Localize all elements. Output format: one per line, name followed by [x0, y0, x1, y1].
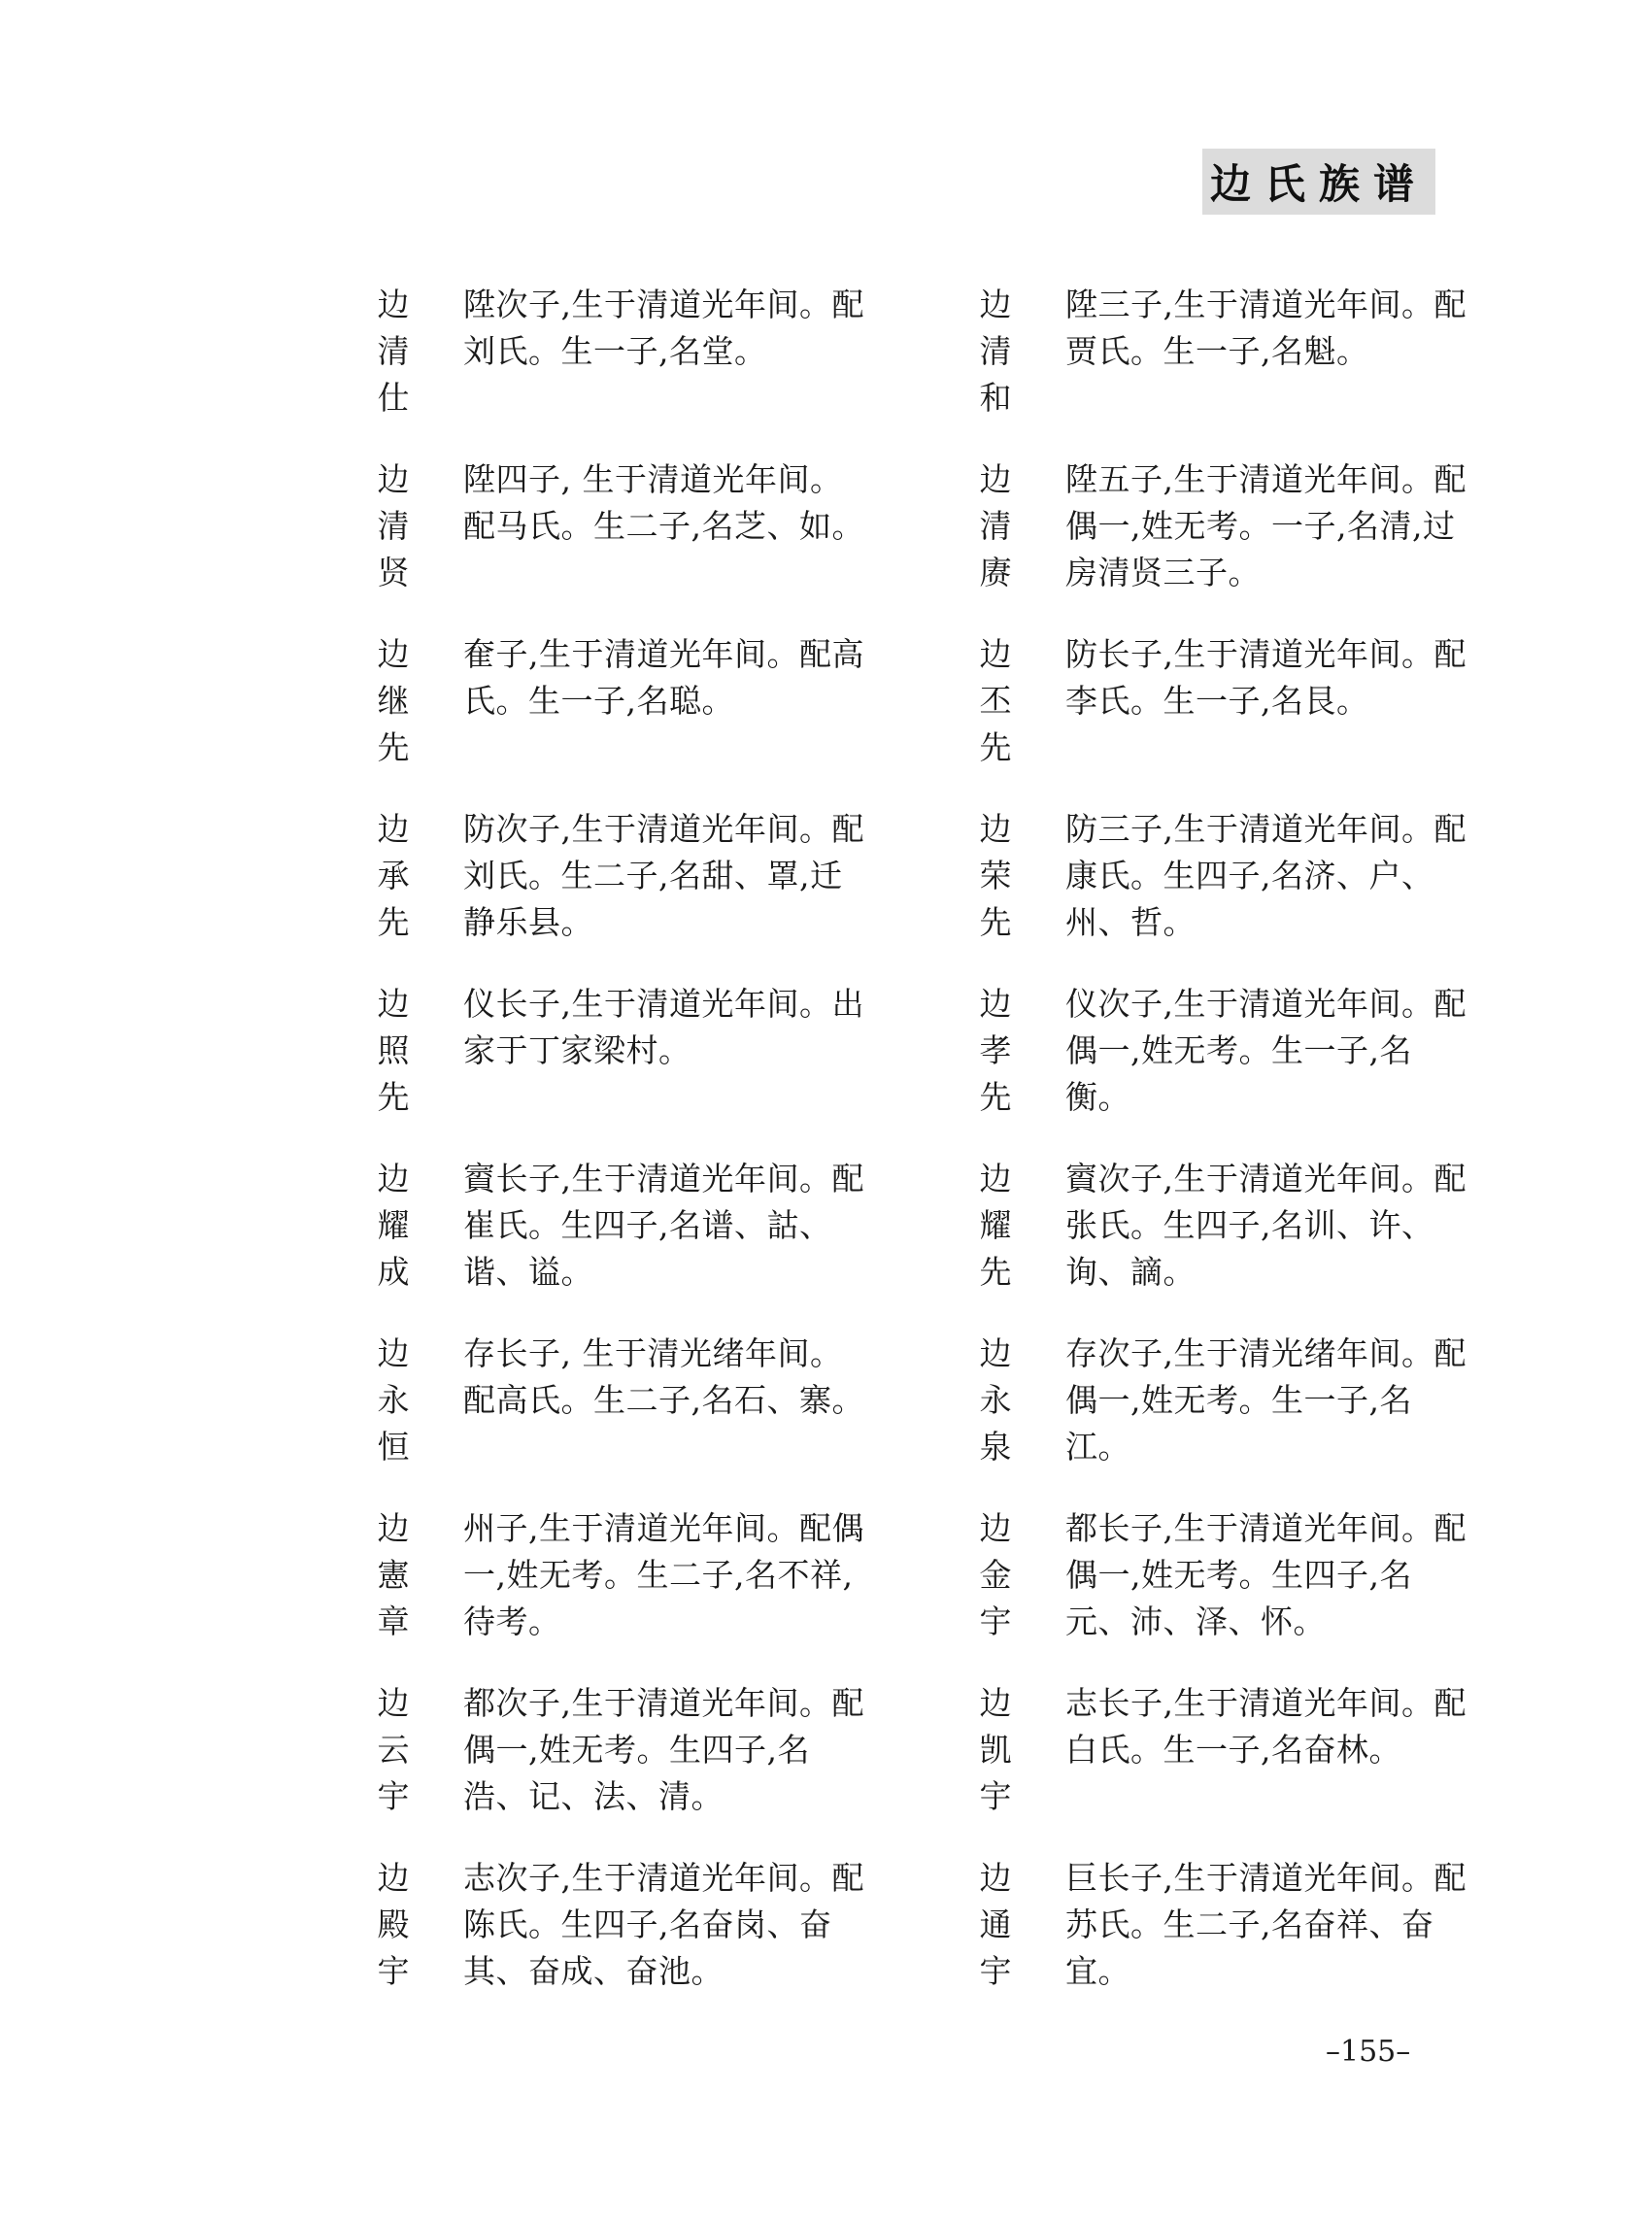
- name-char: 耀: [377, 1206, 410, 1244]
- person-name: [971, 1505, 1020, 1645]
- person-description: 陞四子, 生于清道光年间。配马氏。生二子,名芝、如。: [463, 460, 864, 545]
- person-name: [369, 282, 418, 422]
- person-name: [369, 631, 418, 771]
- name-char: 先: [979, 1078, 1012, 1116]
- person-description: 都长子,生于清道光年间。配偶一,姓无考。生四子,名元、沛、泽、怀。: [1065, 1509, 1467, 1640]
- name-char: 恒: [377, 1428, 410, 1466]
- name-char: 边: [377, 460, 410, 498]
- person-description: 賨长子,生于清道光年间。配崔氏。生四子,名谱、詁、谐、谥。: [463, 1160, 864, 1291]
- person-description: 存长子, 生于清光绪年间。配高氏。生二子,名石、寨。: [463, 1334, 864, 1419]
- person-description: 賨次子,生于清道光年间。配张氏。生四子,名训、许、询、謫。: [1065, 1160, 1467, 1291]
- name-char: 边: [979, 810, 1012, 848]
- name-char: 承: [377, 857, 410, 894]
- name-char: 凯: [979, 1731, 1012, 1769]
- name-char: 先: [377, 1078, 410, 1116]
- person-name: [369, 1331, 418, 1470]
- person-description: 陞五子,生于清道光年间。配偶一,姓无考。一子,名清,过房清贤三子。: [1065, 460, 1467, 591]
- name-char: 丕: [979, 682, 1012, 720]
- person-description: 都次子,生于清道光年间。配偶一,姓无考。生四子,名浩、记、法、清。: [463, 1684, 864, 1815]
- name-char: 清: [377, 507, 410, 545]
- person-name: [369, 981, 418, 1121]
- name-char: 金: [979, 1556, 1012, 1594]
- person-description: 州子,生于清道光年间。配偶一,姓无考。生二子,名不祥,待考。: [463, 1509, 864, 1640]
- name-char: 照: [377, 1031, 410, 1069]
- name-char: 边: [377, 1160, 410, 1197]
- name-char: 边: [377, 286, 410, 323]
- person-name: [971, 1680, 1020, 1820]
- name-char: 永: [979, 1381, 1012, 1419]
- person-description: 存次子,生于清光绪年间。配偶一,姓无考。生一子,名江。: [1065, 1334, 1467, 1466]
- person-description: 陞次子,生于清道光年间。配刘氏。生一子,名堂。: [463, 286, 864, 370]
- person-name: [369, 1680, 418, 1820]
- name-char: 憲: [377, 1556, 410, 1594]
- name-char: 仕: [377, 379, 410, 417]
- person-name: [971, 981, 1020, 1121]
- name-char: 先: [979, 728, 1012, 766]
- name-char: 孝: [979, 1031, 1012, 1069]
- person-description: 仪长子,生于清道光年间。出家于丁家梁村。: [463, 985, 864, 1069]
- name-char: 泉: [979, 1428, 1012, 1466]
- name-char: 边: [979, 460, 1012, 498]
- name-char: 通: [979, 1906, 1012, 1943]
- person-name: [971, 1156, 1020, 1296]
- name-char: 边: [377, 810, 410, 848]
- name-char: 宇: [979, 1952, 1012, 1990]
- name-char: 边: [979, 1509, 1012, 1547]
- name-char: 边: [377, 635, 410, 673]
- person-name: [369, 456, 418, 596]
- page-number: –155–: [1326, 2035, 1411, 2069]
- name-char: 边: [979, 985, 1012, 1023]
- name-char: 先: [979, 903, 1012, 941]
- name-char: 边: [979, 286, 1012, 323]
- name-char: 宇: [979, 1602, 1012, 1640]
- name-char: 章: [377, 1602, 410, 1640]
- name-char: 先: [377, 728, 410, 766]
- person-description: 志次子,生于清道光年间。配陈氏。生四子,名奋岗、奋其、奋成、奋池。: [463, 1859, 864, 1990]
- name-char: 边: [979, 1334, 1012, 1372]
- name-char: 先: [377, 903, 410, 941]
- name-char: 永: [377, 1381, 410, 1419]
- person-description: 仪次子,生于清道光年间。配偶一,姓无考。生一子,名衡。: [1065, 985, 1467, 1116]
- person-description: 防次子,生于清道光年间。配刘氏。生二子,名甜、罩,迁静乐县。: [463, 810, 864, 941]
- person-name: [971, 806, 1020, 946]
- person-name: [971, 1855, 1020, 1995]
- page-header-title: 边氏族谱: [1202, 149, 1435, 215]
- name-char: 清: [979, 507, 1012, 545]
- person-description: 志长子,生于清道光年间。配白氏。生一子,名奋林。: [1065, 1684, 1467, 1769]
- name-char: 边: [979, 1684, 1012, 1722]
- person-name: [369, 1855, 418, 1995]
- name-char: 边: [979, 635, 1012, 673]
- name-char: 殿: [377, 1906, 410, 1943]
- name-char: 耀: [979, 1206, 1012, 1244]
- person-name: [369, 1505, 418, 1645]
- name-char: 荣: [979, 857, 1012, 894]
- name-char: 清: [979, 332, 1012, 370]
- name-char: 宇: [377, 1952, 410, 1990]
- name-char: 边: [377, 1334, 410, 1372]
- name-char: 继: [377, 682, 410, 720]
- name-char: 边: [979, 1160, 1012, 1197]
- person-name: [971, 1331, 1020, 1470]
- name-char: 云: [377, 1731, 410, 1769]
- name-char: 成: [377, 1253, 410, 1291]
- person-description: 防长子,生于清道光年间。配李氏。生一子,名艮。: [1065, 635, 1467, 720]
- person-name: [369, 1156, 418, 1296]
- person-description: 防三子,生于清道光年间。配康氏。生四子,名济、户、州、哲。: [1065, 810, 1467, 941]
- person-name: [971, 456, 1020, 596]
- person-description: 奞子,生于清道光年间。配高氏。生一子,名聪。: [463, 635, 864, 720]
- name-char: 边: [979, 1859, 1012, 1897]
- name-char: 贤: [377, 554, 410, 591]
- name-char: 先: [979, 1253, 1012, 1291]
- person-name: [369, 806, 418, 946]
- name-char: 宇: [377, 1777, 410, 1815]
- name-char: 边: [377, 1859, 410, 1897]
- name-char: 宇: [979, 1777, 1012, 1815]
- name-char: 清: [377, 332, 410, 370]
- name-char: 边: [377, 1684, 410, 1722]
- person-name: [971, 282, 1020, 422]
- name-char: 边: [377, 1509, 410, 1547]
- name-char: 边: [377, 985, 410, 1023]
- name-char: 和: [979, 379, 1012, 417]
- name-char: 赓: [979, 554, 1012, 591]
- person-description: 巨长子,生于清道光年间。配苏氏。生二子,名奋祥、奋宜。: [1065, 1859, 1467, 1990]
- person-name: [971, 631, 1020, 771]
- person-description: 陞三子,生于清道光年间。配贾氏。生一子,名魁。: [1065, 286, 1467, 370]
